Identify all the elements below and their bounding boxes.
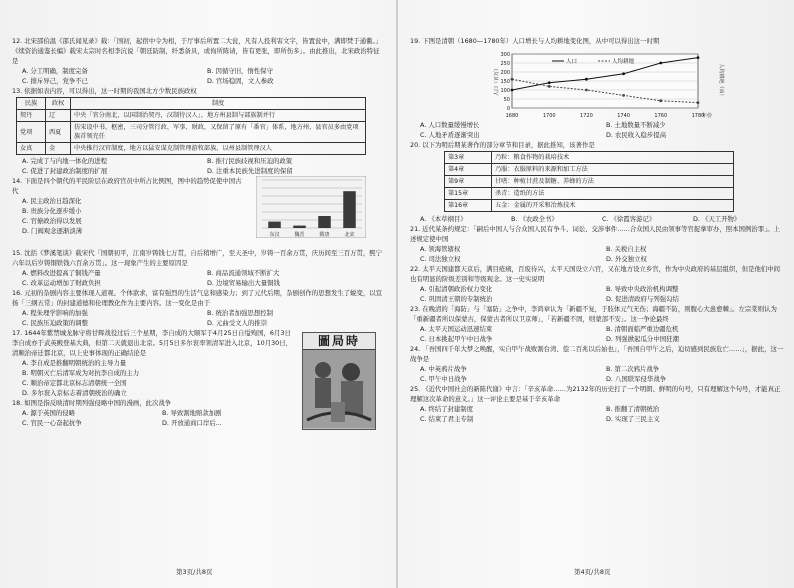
q22-options [410, 284, 784, 304]
q19-line-chart [492, 48, 728, 120]
y-tick-label: 150 [500, 79, 510, 85]
q13-cell: 仿宋设中书、枢密，三司分管行政、军事、财政，又保留了原有「番官」体系，地方州、县官员多由党项族首领充任 [71, 122, 366, 143]
q19-option-c[interactable]: C. 人地矛盾逐渐突出 [420, 131, 480, 139]
q17-stem: 17. 1644年紫禁城龙脉守将甘辉战役过后三个星期，李自成的大顺军于4月25日自缢殉国，6月3日李自成亦于武英殿登基大典，但第二天就退出北京。5月5日多尔衮率领清军进入北京，10月30日，清顺治帝迁都北京，以上史事体现的正确结论是 [12, 329, 293, 357]
q22-option-b[interactable]: B. 导致中央政治机构调整 [606, 285, 679, 293]
q25-option-c[interactable]: C. 结束了君主专制 [420, 415, 474, 423]
q12-option-d[interactable]: D. 官场稳固，文人参政 [207, 77, 274, 85]
q13-cell: 契丹 [17, 110, 46, 122]
category-label: 魏晋 [294, 232, 305, 238]
q13-cell: 中央「官分南北，以国制治契丹，汉制待汉人」，地方州县制与部族制并行 [71, 110, 366, 122]
q21-option-c[interactable]: C. 司法独立权 [420, 255, 461, 263]
q17-option-a[interactable]: A. 李自成是推翻明朝统治的主导力量 [22, 359, 127, 367]
q14-option-c[interactable]: C. 官僚政治得以发展 [22, 217, 82, 225]
q18-option-a[interactable]: A. 源于英国的侵略 [22, 409, 76, 417]
q23-option-b[interactable]: B. 清朝面临严重边疆危机 [606, 325, 679, 333]
q22-option-a[interactable]: A. 引起清朝政治权力变化 [420, 285, 493, 293]
q20-option-d[interactable]: D. 《天工开物》 [693, 215, 741, 223]
cartoon-title: 圖局時 [303, 333, 375, 350]
y-tick-label: 250 [500, 61, 510, 67]
q14-stem: 14. 下面是四个朝代的平民阶层在政府官员中所占比例图，图中的趋势促使中国古代 [12, 177, 242, 195]
q13-option-b[interactable]: B. 推行民族歧视和压迫的政策 [207, 157, 293, 165]
q15-options [12, 268, 384, 288]
q17-q18-block [12, 328, 384, 428]
x-tick-label: 1740 [617, 113, 630, 119]
q23-options [410, 324, 784, 344]
q13-cell: 党项 [17, 122, 46, 143]
bar [268, 222, 281, 228]
q17-option-c[interactable]: C. 顺治帝定都北京标志清朝统一全国 [22, 379, 127, 387]
bar [318, 216, 331, 228]
x-tick-label: 1700 [542, 113, 556, 119]
legend-label: 人均耕地 [612, 59, 635, 65]
q25-option-d[interactable]: D. 实现了三民主义 [606, 415, 660, 423]
q20-table [444, 151, 734, 212]
x-tick-label: 1680 [505, 113, 519, 119]
q24-option-b[interactable]: B. 第二次鸦片战争 [606, 365, 660, 373]
q18-stem: 18. 如图是指反映清时期列强侵略中国的漫画，此次战争 [12, 399, 172, 407]
data-point [659, 62, 662, 65]
left-page-number: 第3页/共8页 [176, 568, 213, 576]
x-tick-label: 1720 [580, 113, 593, 119]
y-axis-label: 人口（百万） [494, 65, 500, 97]
q13-cell: 女真 [17, 143, 46, 155]
left-page [12, 36, 384, 428]
q12-option-b[interactable]: B. 因循守旧，惰性保守 [207, 67, 273, 75]
q19-stem: 19. 下图是清朝（1680—1780年）人口增长与人均耕地变化图，从中可以得出这一时期 [410, 37, 660, 45]
q13-cell: 西夏 [46, 122, 71, 143]
x-tick-label: 1760 [654, 113, 668, 119]
q24-option-c[interactable]: C. 甲午中日战争 [420, 375, 467, 383]
category-label: 东汉 [269, 232, 280, 238]
data-point [585, 78, 588, 81]
data-point [548, 81, 551, 84]
q19-option-a[interactable]: A. 人口数量缓慢增长 [420, 121, 480, 129]
x-axis-label: 年份 [702, 113, 713, 119]
q18-option-c[interactable]: C. 官民一心奋起抗争 [22, 419, 82, 427]
right-page-number: 第4页/共8页 [574, 568, 611, 576]
q14-option-b[interactable]: B. 贵族分化逐步缓小 [22, 207, 82, 215]
q24-option-a[interactable]: A. 中英鸦片战争 [420, 365, 467, 373]
q23-option-c[interactable]: C. 日本挑起甲午中日战争 [420, 335, 493, 343]
q24-option-d[interactable]: D. 八国联军侵华战争 [606, 375, 667, 383]
q20-cell: 五金：金属的开采和冶炼技术 [492, 200, 734, 212]
q24-stem: 24. 「吾国四千年大梦之唤醒，实自甲午战败割台湾、偿二百兆以后始也」，「吾国自甲午之后，迫切感到民族危亡……」，据此，这一战争是 [410, 345, 784, 363]
q14-text [12, 176, 242, 236]
q20-cell: 第3章 [445, 152, 492, 164]
y-tick-label: 100 [500, 88, 510, 94]
q25-option-a[interactable]: A. 终结了封建制度 [420, 405, 474, 413]
q13-stem: 13. 依据如表内容，可以得出，这一时期的我国北方少数民族政权 [12, 87, 197, 95]
q16-option-a[interactable]: A. 程朱理学影响的加强 [22, 309, 88, 317]
q13-cell: 中央推行汉官制度，地方以猛安谋克制管理游牧部族，以州县制管理汉人 [71, 143, 366, 155]
q13-header-ethnic: 民族 [17, 98, 46, 110]
q16-option-b[interactable]: B. 统治者加强思想控制 [207, 309, 273, 317]
cartoon-figures-image [303, 350, 375, 428]
q20-stem: 20. 以下为明后期某著作的部分章节和目录，据此推知，该著作是 [410, 141, 595, 149]
q21-stem: 21. 近代某条约规定：「嗣后中国人与合众国人民有争斗、词讼、交涉事件……合众国人民由领事等官捉拿审办，照本国例治罪」。上述规定使中国 [410, 225, 781, 243]
bar [343, 191, 356, 228]
y-tick-label: 300 [500, 52, 510, 58]
q13-header-regime: 政权 [46, 98, 71, 110]
q13-header-system: 制度 [71, 98, 366, 110]
q17-option-b[interactable]: B. 明朝灭亡后清军成为对抗李自成的主力 [22, 369, 140, 377]
q20-cell: 甘嗜：种植甘蔗及制糖、养蜂的方法 [492, 176, 734, 188]
right-page [410, 36, 784, 424]
q18-options [12, 408, 294, 428]
q13-cell: 辽 [46, 110, 71, 122]
q20-cell: 第4章 [445, 164, 492, 176]
q20-cell: 第16章 [445, 200, 492, 212]
q15-stem: 15. 沈括《梦溪笔谈》载宋代「国朝初平，江南岁铸钱七万贯，自后稍增广，至天圣中，岁铸一百余万贯，庆历间至三百万贯，熙宁六年以后岁铸铜铁钱六百余万贯」。这一现象产生的主要原因是 [12, 249, 383, 267]
q15-option-b[interactable]: B. 商品流通领域不断扩大 [207, 269, 280, 277]
q25-stem: 25. 《近代中国社会的新陈代谢》中言：「辛亥革命……为2132年的历史打了一个明朗、鲜明的句号，只有理解这个句号，才能真正理解这次革命的意义。」这一评论主要是基于辛亥革命 [410, 385, 781, 403]
q23-option-a[interactable]: A. 太平天国运动迅速结束 [420, 325, 493, 333]
q15-option-c[interactable]: C. 改革运动增加了财政负担 [22, 279, 101, 287]
data-point [622, 94, 625, 97]
y-tick-label: 50 [503, 97, 510, 103]
q19-options [410, 120, 784, 140]
q19-option-b[interactable]: B. 土地数量不断减少 [606, 121, 666, 129]
q21-options [410, 244, 784, 264]
q17-option-d[interactable]: D. 多尔衮入京标志着清朝统治的确立 [22, 389, 127, 397]
q20-cell: 第9章 [445, 176, 492, 188]
data-point [659, 99, 662, 102]
x-tick-label: 1780 [691, 113, 705, 119]
data-point [697, 56, 700, 59]
q13-cell: 金 [46, 143, 71, 155]
q20-options [410, 214, 784, 224]
q14-option-d[interactable]: D. 门阀观念逐渐淡薄 [22, 227, 83, 235]
q16-options [12, 308, 384, 328]
q21-option-a[interactable]: A. 领海管辖权 [420, 245, 461, 253]
q13-options [12, 156, 384, 176]
q15-option-d[interactable]: D. 边境贸易输出大量铜钱 [207, 279, 280, 287]
q21-option-b[interactable]: B. 关税自主权 [606, 245, 647, 253]
q12-stem: 12. 北宋邵伯温《邵氏闻见录》载：「国初，起宿中令为相，于厅事后所置二大瓮，凡有人投利害文字，皆置瓮中，满即焚于通衢。」《续资治通鉴长编》载宋太宗时名相李沆说「朝廷防制，纤悉备具，或徇所陈请，皆有更张，即所伤多」。由此推出，北宋政治特征是 [12, 37, 383, 65]
data-point [548, 85, 551, 88]
q14-bar-chart [256, 176, 366, 238]
bar [293, 226, 306, 228]
q18-option-b[interactable]: B. 导致割地赔款加剧 [162, 409, 222, 417]
data-point [622, 72, 625, 75]
q19-option-d[interactable]: D. 农民收入稳步提高 [606, 131, 667, 139]
q15-option-a[interactable]: A. 燃料改进提高了铜钱产量 [22, 269, 101, 277]
q20-option-a[interactable]: A. 《本草纲目》 [420, 215, 467, 223]
q13-table [16, 97, 366, 155]
q25-option-b[interactable]: B. 推翻了清朝统治 [606, 405, 660, 413]
legend-label: 人口 [566, 59, 578, 65]
q12-options [12, 66, 384, 86]
q22-option-c[interactable]: C. 巩固清王朝的专制统治 [420, 295, 493, 303]
q16-option-c[interactable]: C. 民族压迫政策的调整 [22, 319, 89, 327]
q21-option-d[interactable]: D. 外交独立权 [606, 255, 647, 263]
category-label: 北宋 [344, 232, 355, 238]
q24-options [410, 364, 784, 384]
data-point [511, 89, 514, 92]
y-tick-label: 0 [506, 106, 510, 112]
data-point [697, 101, 700, 104]
y-tick-label: 200 [500, 70, 510, 76]
q20-cell: 杀青：造纸的方法 [492, 188, 734, 200]
q12-option-c[interactable]: C. 排斥异己，党争不已 [22, 77, 89, 85]
q23-option-d[interactable]: D. 列强掀起瓜分中国狂潮 [606, 335, 679, 343]
q14-option-a[interactable]: A. 民主政治日趋深化 [22, 197, 82, 205]
q16-option-d[interactable]: D. 元曲受文人的推崇 [207, 319, 268, 327]
q20-option-c[interactable]: C. 《徐霞客游记》 [602, 215, 656, 223]
q12-option-a[interactable]: A. 分工明确，制度完备 [22, 67, 88, 75]
q20-cell: 乃粒：粮食作物的栽培技术 [492, 152, 734, 164]
q23-stem: 23. 在晚清的「海防」与「塞防」之争中，李鸿章认为「新疆不复，于肢体元气无伤；海疆不防，则腹心大患愈棘」。左宗棠则认为「重新疆者所以保蒙古，保蒙古者所以卫京师」，「若新疆不固，则蒙部不安」。这一争论最终 [410, 305, 777, 323]
q20-cell: 乃服：衣服原料的来源和加工方法 [492, 164, 734, 176]
y2-axis-label: 人均耕地（亩） [718, 63, 724, 99]
q18-cartoon [302, 332, 376, 430]
page-fold [396, 0, 398, 588]
q18-option-d[interactable]: D. 开放通商口岸后... [162, 419, 222, 427]
q16-stem: 16. 元初的杂剧内容主要体现人道观、个体欲求，富有强烈的生活气息和感染力；到了元代后期，杂剧创作的思想发生了蜕变，以宣扬「三纲五常」的封建道德和伦理教化作为主要内容。这一变化是由于 [12, 289, 383, 307]
q13-option-a[interactable]: A. 完成了与内地一体化的进程 [22, 157, 108, 165]
q25-options [410, 404, 784, 424]
q14-block [12, 176, 384, 248]
category-label: 隋唐 [319, 232, 330, 238]
data-point [585, 89, 588, 92]
data-point [511, 78, 514, 81]
q13-option-d[interactable]: D. 注重本民族先进制度的保留 [207, 167, 293, 175]
q22-option-d[interactable]: D. 促进清政府与列强勾结 [606, 295, 679, 303]
q20-cell: 第15章 [445, 188, 492, 200]
q20-option-b[interactable]: B. 《农政全书》 [511, 215, 558, 223]
q22-stem: 22. 太平天国建都天京后，满目疮痍，百废待兴，太平天国设立六官，又在地方设立乡官，作为中央政府的基层组织，但是他们中间也有明显的阶级差别和等级观念。这一史实说明 [410, 265, 781, 283]
q13-option-c[interactable]: C. 促进了封建政治制度的扩展 [22, 167, 108, 175]
